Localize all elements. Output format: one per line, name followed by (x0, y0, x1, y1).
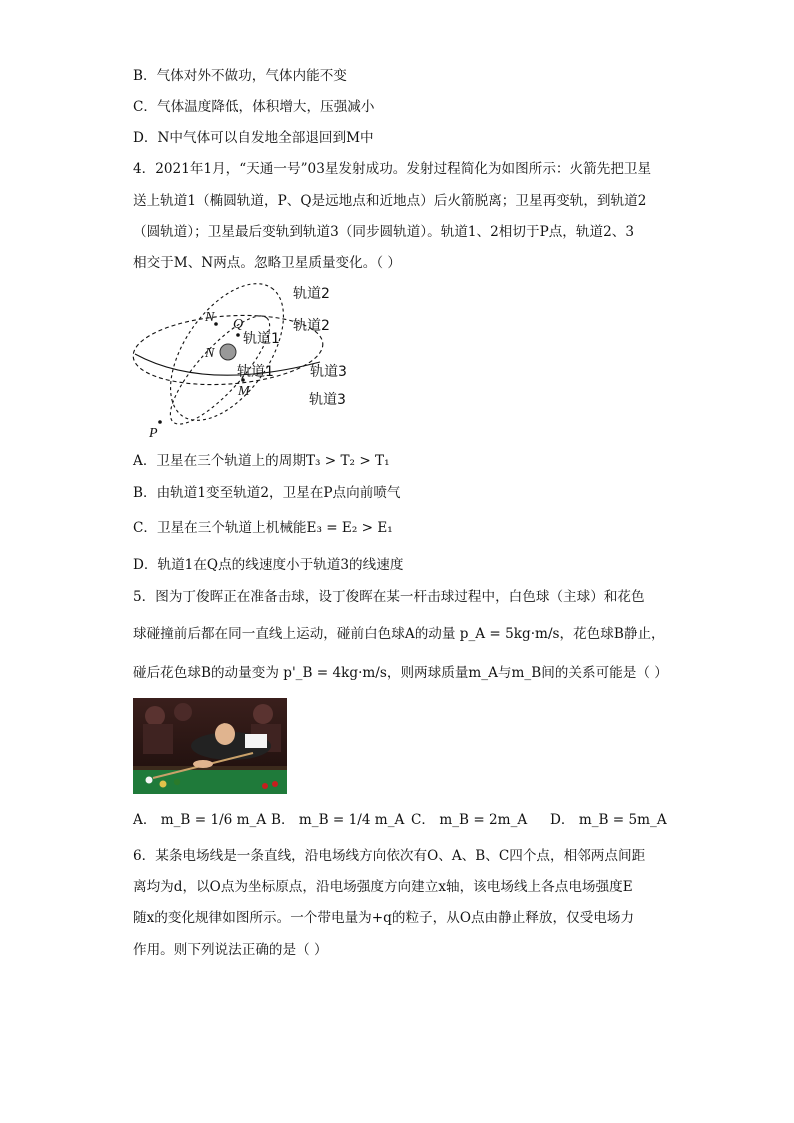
orbit-2 (148, 282, 306, 440)
label-p: P (149, 426, 158, 441)
q6-stem-line-1: 6．某条电场线是一条直线，沿电场线方向依次有O、A、B、C四个点，相邻两点间距 (133, 848, 646, 864)
q5-option-a: A． m_B = 1/6 m_A (133, 812, 267, 828)
label-n-outer: N (205, 310, 215, 325)
q3-option-c: C．气体温度降低，体积增大，压强减小 (133, 99, 375, 115)
q3-option-b: B．气体对外不做功，气体内能不变 (133, 68, 347, 84)
label-orbit2-a: 轨道2 (293, 286, 330, 302)
point-p (158, 420, 162, 424)
q4-stem-line-2: 送上轨道1（椭圆轨道，P、Q是远地点和近地点）后火箭脱离；卫星再变轨，到轨道2 (133, 193, 647, 209)
q5-option-b: B． m_B = 1/4 m_A (271, 812, 405, 828)
snooker-photo (133, 698, 287, 794)
q4-option-b: B．由轨道1变至轨道2，卫星在P点向前喷气 (133, 485, 401, 501)
q5-stem-line-1: 5．图为丁俊晖正在准备击球，设丁俊晖在某一杆击球过程中，白色球（主球）和花色 (133, 589, 645, 605)
label-m: M (238, 384, 250, 399)
q4-stem-line-3: （圆轨道）；卫星最后变轨到轨道3（同步圆轨道）。轨道1、2相切于P点，轨道2、3 (133, 224, 634, 240)
q5-stem-line-2: 球碰撞前后都在同一直线上运动，碰前白色球A的动量 p_A = 5kg·m/s，花色球B静止， (133, 626, 665, 642)
q6-stem-line-2: 离均为d，以O点为坐标原点，沿电场强度方向建立x轴，该电场线上各点电场强度E (133, 879, 633, 895)
q4-option-c: C．卫星在三个轨道上机械能E₃ = E₂ > E₁ (133, 520, 393, 536)
orbit-diagram (125, 282, 385, 442)
label-orbit1-b: 轨道1 (237, 364, 274, 380)
point-n-outer (214, 322, 218, 326)
q4-option-a: A．卫星在三个轨道上的周期T₃ > T₂ > T₁ (133, 453, 390, 469)
q3-option-d: D．N中气体可以自发地全部退回到M中 (133, 130, 374, 146)
label-orbit3-b: 轨道3 (309, 392, 346, 408)
label-orbit2-b: 轨道2 (293, 318, 330, 334)
q5-option-c: C． m_B = 2m_A (411, 812, 528, 828)
q6-stem-line-4: 作用。则下列说法正确的是（ ） (133, 942, 328, 958)
label-orbit3-a: 轨道3 (310, 364, 347, 380)
q6-stem-line-3: 随x的变化规律如图所示。一个带电量为+q的粒子，从O点由静止释放，仅受电场力 (133, 910, 635, 926)
label-q: Q (233, 317, 244, 332)
q4-stem-line-4: 相交于M、N两点。忽略卫星质量变化。（ ） (133, 255, 402, 271)
point-q (236, 333, 240, 337)
q5-option-d: D． m_B = 5m_A (550, 812, 667, 828)
label-n-inner: N (205, 346, 215, 361)
q4-option-d: D．轨道1在Q点的线速度小于轨道3的线速度 (133, 557, 404, 573)
label-orbit1-a: 轨道1 (243, 331, 280, 347)
q5-stem-line-3: 碰后花色球B的动量变为 p'_B = 4kg·m/s，则两球质量m_A与m_B间的关系可能是（ ） (133, 665, 668, 681)
earth (220, 344, 236, 360)
q4-stem-line-1: 4．2021年1月，“天通一号”03星发射成功。发射过程简化为如图所示：火箭先把卫星 (133, 161, 652, 177)
